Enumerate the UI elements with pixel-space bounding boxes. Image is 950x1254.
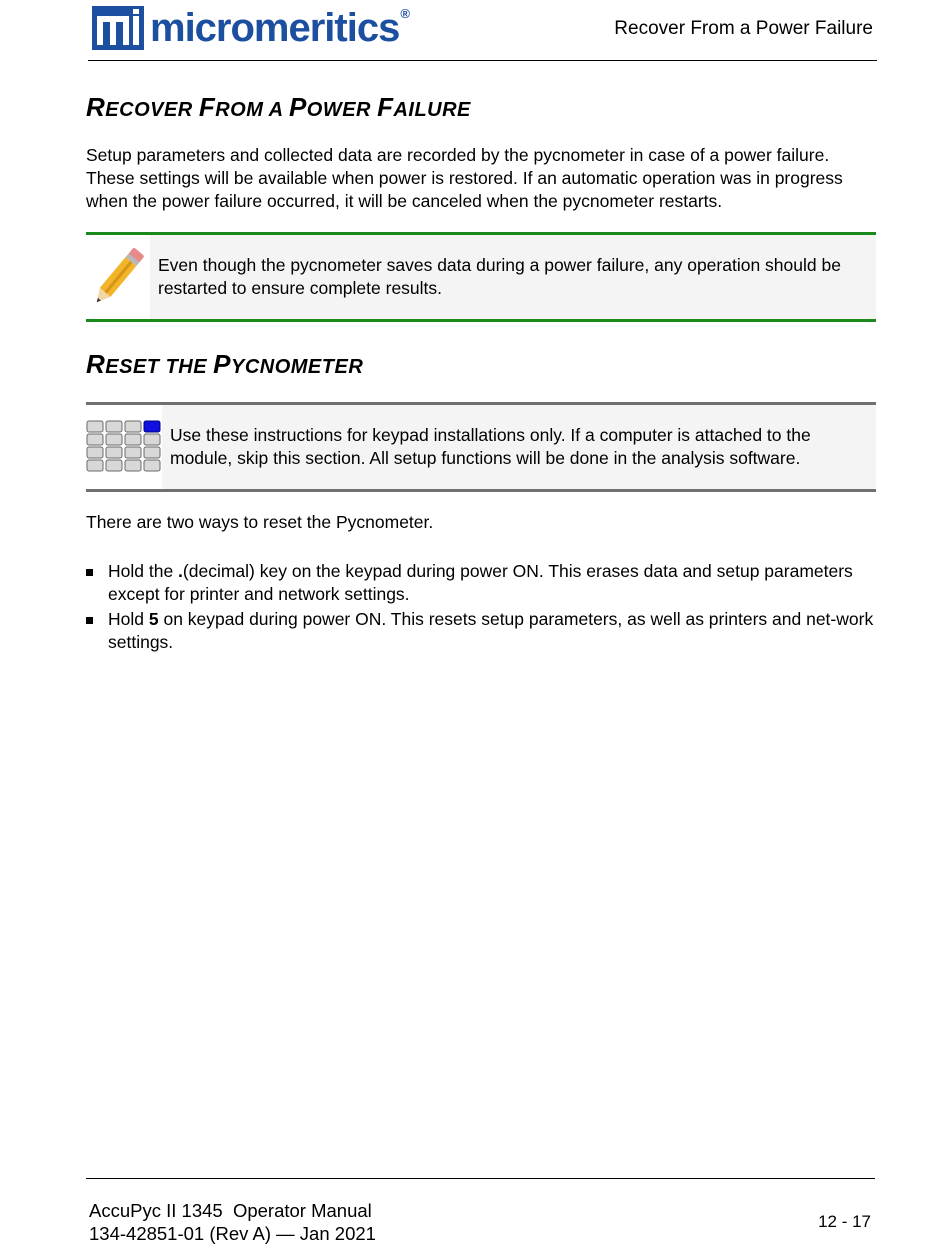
page-footer <box>86 1178 875 1244</box>
logo-wordmark: micromeritics® <box>150 6 409 50</box>
note-text: Even though the pycnometer saves data during a power failure, any operation should be restarted to ensure complete results. <box>158 255 841 298</box>
running-title: Recover From a Power Failure <box>614 18 873 39</box>
section-heading-reset: RESET THE PYCNOMETER <box>86 349 364 379</box>
page-number: 12 - 17 <box>818 1212 871 1231</box>
footer-part-number: 134-42851-01 (Rev A) — Jan 2021 <box>89 1223 376 1244</box>
logo-mark-icon <box>92 6 144 50</box>
keypad-note-text: Use these instructions for keypad installations only. If a computer is attached to the module, skip this section. All setup functions will be done in the analysis software. <box>170 425 811 468</box>
page-header <box>88 0 877 61</box>
list-item: Hold 5 on keypad during power ON. This resets setup parameters, as well as printers and net-work settings. <box>86 608 876 654</box>
keypad-icon-cell <box>86 405 162 489</box>
bullet-square-icon <box>86 617 93 624</box>
bullet-square-icon <box>86 569 93 576</box>
footer-manual-title: AccuPyc II 1345 Operator Manual <box>89 1200 372 1221</box>
note-icon-cell <box>86 235 150 319</box>
section-heading-recover: RECOVER FROM A POWER FAILURE <box>86 92 471 122</box>
recover-paragraph: Setup parameters and collected data are recorded by the pycnometer in case of a power failure. These settings will be available when power is restored. If an automatic operation was in progress when the power failure occurred, it will be canceled when the pycnometer restarts. <box>86 145 843 211</box>
reset-intro: There are two ways to reset the Pycnometer. <box>86 512 434 532</box>
footer-document-info <box>89 1199 376 1245</box>
keypad-icon <box>86 420 162 474</box>
micromeritics-logo <box>92 6 409 50</box>
note-box <box>86 232 876 322</box>
reset-methods-list <box>86 560 876 656</box>
pencil-icon <box>86 242 150 312</box>
keypad-note-box <box>86 402 876 492</box>
list-item: Hold the .(decimal) key on the keypad during power ON. This erases data and setup parameters except for printer and network settings. <box>86 560 876 606</box>
